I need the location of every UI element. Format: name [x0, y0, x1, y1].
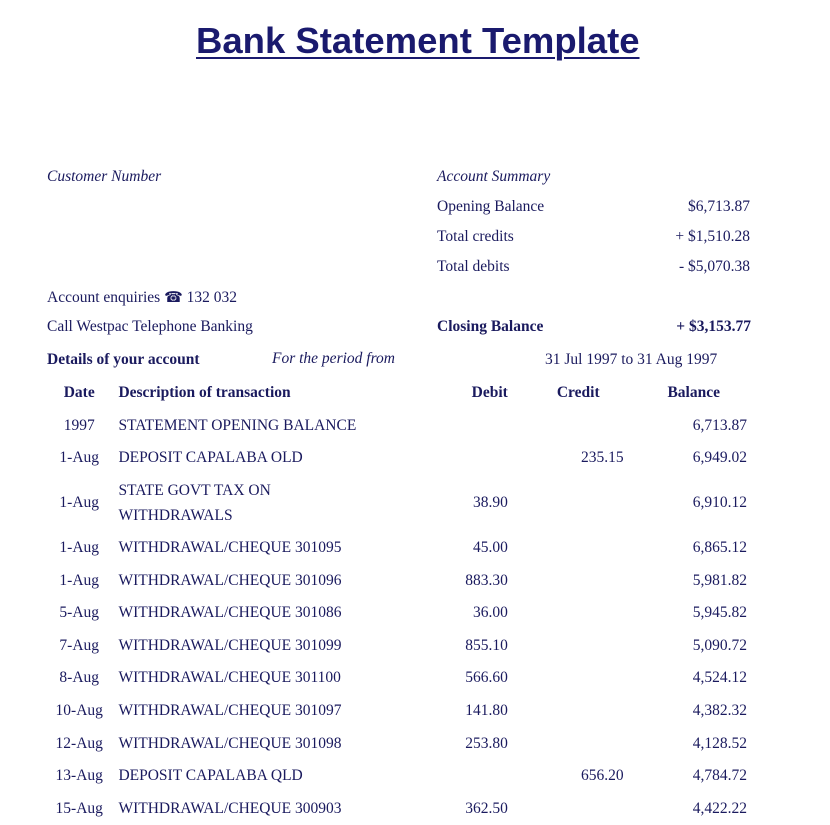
telephone-banking-text: Call Westpac Telephone Banking — [47, 318, 253, 335]
cell-date: 1997 — [63, 416, 95, 434]
cell-debit: 45.00 — [472, 538, 508, 556]
table-header-row — [47, 376, 747, 409]
table-row — [47, 474, 747, 531]
cell-date: 1-Aug — [59, 571, 100, 589]
cell-credit — [508, 474, 624, 531]
header-balance: Balance — [667, 384, 720, 401]
closing-balance-label: Closing Balance — [437, 318, 544, 335]
cell-balance: 6,713.87 — [692, 416, 747, 434]
total-debits-value: - $5,070.38 — [678, 258, 750, 275]
cell-description: DEPOSIT CAPALABA OLD — [118, 449, 303, 467]
cell-credit — [508, 596, 624, 629]
header-description: Description of transaction — [118, 384, 291, 401]
table-row — [47, 442, 747, 475]
page-title: Bank Statement Template — [196, 20, 640, 61]
cell-credit — [508, 409, 624, 442]
cell-date: 7-Aug — [59, 636, 100, 654]
cell-debit: 141.80 — [465, 701, 508, 719]
cell-description: WITHDRAWAL/CHEQUE 301097 — [118, 701, 342, 719]
table-row — [47, 409, 747, 442]
cell-debit: 855.10 — [465, 636, 508, 654]
table-row — [47, 596, 747, 629]
account-summary-heading: Account Summary — [437, 168, 551, 185]
account-enquiries-label: Account enquiries — [47, 289, 161, 306]
cell-debit: 566.60 — [465, 669, 508, 687]
cell-balance: 5,090.72 — [692, 636, 747, 654]
cell-balance: 6,865.12 — [692, 538, 747, 556]
header-date: Date — [63, 384, 95, 401]
cell-balance: 4,422.22 — [692, 799, 747, 817]
telephone-icon: ☎ — [164, 290, 183, 306]
cell-description: WITHDRAWAL/CHEQUE 301100 — [118, 669, 341, 687]
cell-description-text: STATE GOVT TAX ON WITHDRAWALS — [118, 481, 271, 524]
cell-date: 10-Aug — [55, 701, 103, 719]
opening-balance-label: Opening Balance — [437, 198, 545, 215]
cell-balance: 4,382.32 — [692, 701, 747, 719]
cell-credit — [508, 662, 624, 695]
cell-date: 1-Aug — [59, 538, 100, 556]
customer-number-label: Customer Number — [47, 168, 162, 185]
cell-credit — [508, 727, 624, 760]
cell-credit — [508, 564, 624, 597]
table-row — [47, 531, 747, 564]
cell-balance: 5,945.82 — [692, 604, 747, 622]
cell-debit: 253.80 — [465, 734, 508, 752]
cell-description: DEPOSIT CAPALABA QLD — [118, 767, 303, 785]
cell-debit: 362.50 — [465, 799, 508, 817]
cell-date: 1-Aug — [59, 449, 100, 467]
table-row — [47, 727, 747, 760]
cell-description — [111, 474, 434, 531]
cell-description: STATEMENT OPENING BALANCE — [118, 416, 357, 434]
cell-date: 15-Aug — [55, 799, 103, 817]
cell-credit: 235.15 — [580, 449, 624, 467]
opening-balance-value: $6,713.87 — [688, 198, 750, 215]
cell-debit — [434, 409, 508, 442]
table-row — [47, 694, 747, 727]
cell-credit — [508, 792, 624, 825]
table-row — [47, 759, 747, 792]
table-row — [47, 662, 747, 695]
table-row — [47, 564, 747, 597]
total-credits-label: Total credits — [437, 228, 514, 245]
total-debits-label: Total debits — [437, 258, 510, 275]
cell-description: WITHDRAWAL/CHEQUE 301086 — [118, 604, 342, 622]
cell-debit: 36.00 — [472, 604, 508, 622]
cell-description: WITHDRAWAL/CHEQUE 301095 — [118, 538, 342, 556]
cell-balance: 5,981.82 — [692, 571, 747, 589]
account-enquiries-phone: 132 032 — [186, 289, 238, 306]
cell-description: WITHDRAWAL/CHEQUE 300903 — [118, 799, 342, 817]
cell-date: 8-Aug — [59, 669, 100, 687]
cell-debit: 883.30 — [465, 571, 508, 589]
cell-debit: 38.90 — [472, 494, 508, 512]
table-row — [47, 792, 747, 825]
cell-date: 13-Aug — [55, 767, 103, 785]
cell-description: WITHDRAWAL/CHEQUE 301098 — [118, 734, 342, 752]
closing-balance-value: + $3,153.77 — [676, 318, 751, 335]
cell-credit — [508, 531, 624, 564]
cell-balance: 6,949.02 — [692, 449, 747, 467]
table-row — [47, 629, 747, 662]
cell-credit — [508, 694, 624, 727]
cell-date: 5-Aug — [59, 604, 100, 622]
cell-date: 1-Aug — [59, 494, 100, 512]
period-value: 31 Jul 1997 to 31 Aug 1997 — [545, 351, 718, 368]
cell-debit — [434, 442, 508, 475]
cell-date: 12-Aug — [55, 734, 103, 752]
header-credit: Credit — [556, 384, 600, 401]
header-debit: Debit — [471, 384, 508, 401]
details-label: Details of your account — [47, 351, 200, 368]
transactions-table — [47, 376, 747, 825]
cell-credit: 656.20 — [580, 767, 624, 785]
cell-description: WITHDRAWAL/CHEQUE 301099 — [118, 636, 342, 654]
cell-balance: 6,910.12 — [692, 494, 747, 512]
cell-debit — [434, 759, 508, 792]
cell-description: WITHDRAWAL/CHEQUE 301096 — [118, 571, 342, 589]
total-credits-value: + $1,510.28 — [675, 228, 750, 245]
cell-balance: 4,524.12 — [692, 669, 747, 687]
cell-balance: 4,784.72 — [692, 767, 747, 785]
cell-credit — [508, 629, 624, 662]
account-enquiries — [47, 288, 237, 307]
period-label: For the period from — [272, 350, 395, 367]
cell-balance: 4,128.52 — [692, 734, 747, 752]
